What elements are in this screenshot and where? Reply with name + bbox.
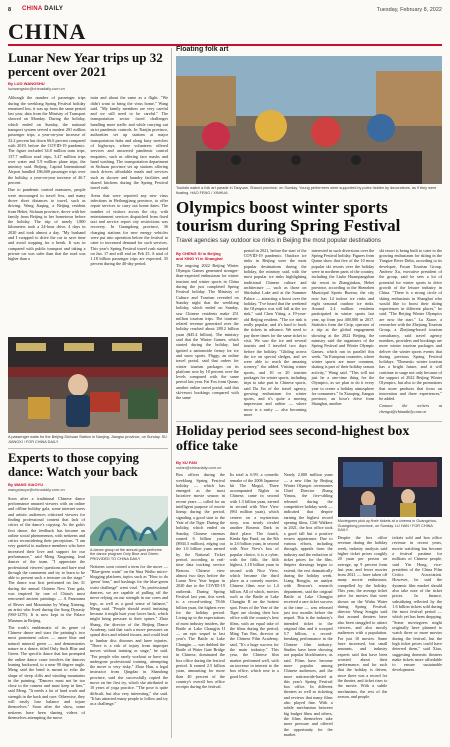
olympics-byline-2: and XING YI in Shanghai [176, 255, 223, 261]
section-title: CHINA [8, 19, 87, 44]
experts-col3: Netizens soon coined a term for the move — "Blue-green waist" on the Sina Weibo micro-blogging platform, topics such as "How to do 'green' lean," and hashtags for the blue-green waist challenge" went viral. "As professional dancers, we are capable of pulling off the move relying on our strength in our cores and legs, as well as a good sense of balance," Meng said. "People should avoid imitating because it might hurt your lower back, which might bring pressure to their spines." Zhao Shang, the director of the Beijing Dance Academy, said that such a move pressures on spinal discs and related tissues, and could lead to lumbar disc diseases and knee injuries. "There is a risk of injury from improper moves without training or stage," he said. "For people who rarely workout or have not undergone professional training, attempting the move is very risky." Zhao Han, a legal instructor from Qingdao in Shandong province, said she successfully copied the move on her first try, which she attributed to 10 years of yoga practice. "The pose is quite difficult, but also very interesting," she said. "It has attracted many people to follow and try as a challenge." [90, 563, 168, 707]
olympics-col3: interested in such diversions over the Spring Festival holiday. Figures from Qunar show that five of the 10 most popular ski resorts over the holiday were in northern parts of the country, including the Liuhe Huanqiangshan ski resort in Zhangjiakou, Hebei province, according to the Shenzhen Municipal Sports Bureau, the city now has 14 indoor ice rinks and eight seasonal outdoor ice rinks. Around 2.4 million residents participated in winter sports last year, up from just 400,000 in 2017. Statistics from the Ctrip, operator of a trip at the global engagement showing at the 2022 Beijing, the ministry said the organizers of the Spring Festival and Winter Olympic Games, which ran in parallel this week. "In European countries, where winter sports are more common, skating is part of their holiday season activity," Wang said. "This will not just be a one-time thing for the Olympics, as we plan to do it every year to create a holiday atmosphere for consumers." In Xiaoqing, Jiangsu province, an hour's drive from Shanghai, another [311, 247, 375, 407]
boxoffice-body [176, 472, 333, 737]
experts-byline-email: wangxiaoyu@chinadaily.com.cn [8, 486, 65, 492]
boxoffice-col3: Nearly 2,000 million yuan — a new film by Beijing Winter Olympic ceremonies Chief Director Zhang Yimou, the five-sibling released during the competitive holiday week — indicated that despite earning the highest record opening films, Cliff Walkers in 2021, the box office took a good fall but a positive review appearance. Due to various efforts, including through, appeals from the industry and the reduction of ticket prices for the film, Snipers drawings began to extend, the rest dramatically during the holiday week. Liang Rongjia, an analyst with Beacon's research department, said the original Battle at Lake Changjin received a rare ticket success at the time — was released just two months before the sequel. This is the industry's intended ticket to the original film and it scooped 5.7 billion, a record-breaking performance in the Chinese film industry. Studies have been showing not popular blockbusters, as said. Films have become more popular among Chinese audiences, and the more nationwide-based at this year's Spring Festival box office. In different theaters as well as ticketing and reviews that many films also played fine. With a subtle mechanism between big budget films and others, the films themselves take more pressure and offered the opportunity for the market. [283, 472, 333, 737]
movie-photo-caption: Moviegoers pick up their tickets at a cinema in Guangzhou, Guangdong province, on Sunday. LU HAN / FOR CHINA DAILY [337, 519, 437, 533]
story-divider-right [176, 421, 442, 422]
boxoffice-byline [176, 460, 333, 470]
experts-col2: The work's emblematic of its genre of Chinese dance and stars the painting's two most prominent colors — azure blue and natural mineral green — and demonstrates nature in a dance, titled Only Such Blue and Green. The specific dance that has prompted the online dance craze involves the dancers leaning backward, to a near 90 degree angle. Meng said the bend is meant to echo the shape of steep cliffs and winding mountains in the painting. "Dancers must not be too close to the camera and must keep in line," said Meng. "It needs a lot of hard work and strength in the back and core. Otherwise, they will easily lose balance and injure themselves." Soon after the show, some netizens have been sharing videos of themselves attempting the move. [8, 624, 85, 720]
train-photo-image [8, 337, 168, 433]
lunar-col3: train and about the same as a flight. "We didn't want to bring the virus home," Wang said. "My family members are very careful and we still need to be careful." The transportation sector faced challenges handling more traffic and while carrying out strict pandemic controls. In Tianjin province, authorities set up stations at major transportation hubs and along busy stretches of highways, where volunteers offered services and answered pandemic control enquiries, such as offering face masks and hand washing. The transportation department in Sichuan province set up stations offering truck drivers affordable meals and services such as shower and laundry facilities and shared kitchens during the Spring Festival travel rush. [90, 95, 168, 191]
issue-date: Tuesday, February 8, 2022 [376, 7, 442, 13]
boxoffice-byline-email: xufan@chinadaily.com.cn [176, 465, 222, 471]
experts-body [8, 496, 168, 728]
story-divider [8, 448, 168, 449]
olympics-contact: Contact the writers at chengsi@chinadaily.com.cn [379, 403, 442, 414]
experts-headline: Experts to those copying dance: Watch your back [8, 451, 139, 479]
lunar-body [8, 95, 168, 333]
newspaper-logo [22, 6, 63, 12]
boxoffice-layout [176, 457, 442, 737]
dance-photo-image [90, 496, 168, 546]
train-photo [8, 337, 168, 433]
olympics-col2: period in 2021, before the start of the COVID-19 pandemic. Outdoor ice rinks in Beijing were the most popular destinations during the holiday, the ministry said, with the most popular ice rinks highlighting traditional Chinese culture and architecture — such as those on Shichahai Lake and at the Summer Palace — attracting a boost over the holiday. "I've heard that the weekend the Olympics was still full at the ice rink," said Chen Yiting, a 19-year-old Beijing resident. "The ice rink is really popular, and it's hard to book the tickets in advance. We need to pay three times for the same ticket to visit. We saw the ice and several tourists and I traveled two days before the holiday. "Gliding across the ice on special sledges, and we were able to reach the amazing scenery," she added. Visiting winter sports, and 10 or 20 tourism packages for winter sports, including trips to take part in Chinese sports, said Du Jin of the travel agency, growing enthusiasm for winter sports, and it's quite a moving impression and online — where snow is a rarity — also becoming more [243, 247, 307, 418]
masthead [8, 6, 442, 18]
dance-photo [90, 496, 168, 546]
left-column [8, 48, 168, 728]
experts-byline-name: By WANG XIAOYU [8, 481, 44, 487]
lunar-col4: Areas that were reported any new virus infections in Heilongjiang province, to offer repair services to carry out home dates. The number of visitors across the city, with entertainment services dispatched from fixed taxi and service report city restrictions was recovery. In Guangdong province, 36 charging stations for new energy vehicles were put into operation before the festival to cater to increased demand for such services. This year's Spring Festival travel rush started on Jan. 17 and will end on Feb 25. A total of 1.18 billion passenger trips are expected, 35 percent during the 40-day period. [90, 192, 168, 267]
lunar-byline [8, 81, 168, 91]
boxoffice-byline-name: By XU FAN [176, 460, 197, 466]
boxoffice-col1: Box offices during the weeklong Spring Festival holiday — which has emerged as the most lucrative movie season in recent years — called for an intelligent purpose of movie lineup during the period, signaling a good start to the Year of the Tiger. During the holiday, which ended on Sunday, Chinese cinemas earned 6 billion yuan ($944.3 million), edging out the 1.6 billion yuan earned by the National Ticket period, according to real-time data tracking service Beacon. Chinese view almost two days before the Lunar New Year began in 2020 due to the COVID-19 outbreak. During Spring Festival last year, this week is a record-setting 78.66 billion yuan, the highest ever for the holiday period. Living up to the expectations of most industry insiders, the Battle at Lake Changjin II — an epic sequel to last year's The Battle at Lake Changjin — was dubbed the Battle of Water Gate Bridge in Chinese, dominated the box office during the festival period. It earned 2.5 billion yuan, amounting for more than 40 percent of the country's overall box office receipts during the festival. [176, 472, 225, 690]
floating-photo [176, 56, 442, 184]
experts-byline [8, 482, 168, 492]
logo-suffix: DAILY [44, 6, 64, 12]
boxoffice-right-col2: tickets sold and box office revenue in recent years, movie watching has become a festival pastime for millions of Chinese people, said Yin Hong, vice-president of the China Film Critics Association. However, he said the dynamic film market should also take note of the ticket prices. In finance, subsidizing reflected by the 1.6 billion tickets sold during the most festival period — which yet has been dropping. "Some moviegoers might originally have planned to watch three or more movies during the festival, but the high ticket prices could have deterred them," said Xiao, suggesting domestic theaters make tickets more affordable to ensure sustainable development. [392, 535, 442, 673]
page-number: 8 [8, 7, 12, 13]
lunar-col1: Although the number of passenger trips during the weeklong Spring Festival holiday remained low, it was up from the same period last year, data from the Ministry of Transport showed on Monday. During the holiday, which ended on Sunday, the national transport system served a modest 201 million passenger trips, a year-on-year increase of 32.2 percent but down 66.6 percent compared with 2019, before the COVID-19 pandemic. The figure included 34.8 million train trips, 137.7 million road trips, 3.47 million trips over water and 5.9 million plane trips, the ministry said. Beijing, Capital International Airport handled 186,600 passenger trips over the holiday, a year-on-year increase of 46.7 percent. [8, 95, 86, 186]
olympics-body [176, 248, 442, 418]
boxoffice-left [176, 457, 333, 737]
lunar-byline-email: luowangshu@chinadaily.com.cn [8, 86, 65, 92]
floating-photo-image [176, 56, 442, 184]
boxoffice-col2: Its total is 6.99, a comedic remake of the 2006 Japanese hit The Mogul, Three accompanied Nights in Chinese, came in second with 1.3 billion yuan, earned in second with Nice View (961 million yuan), which centers on a mysterious story, was nearly rivaled another Rosenic Dark in third place. The fourth, Kinda Spo Fund, on the 8th to 2.6 billion yuan, in second with Nice View's box of popular choice, it is a cyber, with the fifth, the fifth highest, 1.18 billion yuan in second with Nice View, which became the third place as a comedy movies. Chinese films rose to 1.4 billion. All of which, movies such as the Battle at Lake Changjin II on the hottest spot. Fears of the Year of the Tiger are closing their box office with the country's best films, with an equal take of the films during the period, Ming Tan Fan, director at the Chinese Film Academy, said, "It's a huge success for the main industry." This year, the Chinese film market performed well, with an increase in interest to the box office, which rose to a good level. [229, 472, 279, 679]
olympics-byline-1: By CHENG SI in Beijing [176, 250, 221, 256]
logo-prefix: CHINA [22, 6, 43, 12]
olympics-subhead: Travel agencies say outdoor ice rinks in Beijing the most popular destinations [176, 237, 381, 244]
movie-photo [338, 457, 442, 517]
boxoffice-headline: Holiday period sees second-highest box office take [176, 423, 410, 454]
lunar-byline-name: By LUO WANGSHU [8, 81, 45, 87]
olympics-col4: ski resort is being built to cater to the growing enthusiasm for skiing in the Yangtze River Delta, according to its developer, Fosun Tourism Group. Andrew Xu, executive president of the group, said he sees a lot of potential for winter sports to drive growth of the leisure industry in China. "There is a strong circle of skiing enthusiasts in Shanghai who would like to boost their skiing experiences in different places," he said. "The Beijing Winter Olympics are now the start." Lu Xiaoe, a researcher with the Zhejiang Tourism Group, a Zhejiang-based tourism consultancy, said travel agency numbers, providers and bookings are more winter tourism packages and deliver the winter sports events that during previous Spring Festival holidays. "Domestic winter tourism has a bright future, and it will continue to surge not only because of the support of 2022 Beijing Winter Olympics, but also to the promotions that more products that focus on innovation and there experiences," he added. [379, 247, 442, 402]
boxoffice-right-col1: Despite the box office revenue during the holiday week, industry analysts said higher ticket prices roughly 20 yuan per person on average, up 9 percent from last year, and fewer movies from 2021 — have taken off many movie enthusiasts, compelled by the holiday. This year, the average ticket price for movies that were shown on the Wuhu Water during Spring Festival, director Wang Songjia said that around theaters have also been struggled to attract viewers, and also mostly audiences with a population. For just 10 movies. Some have increased, but small amounts, and industry experts said that have been worried about their performance, and for such that the holiday is driven, since there was a record for the theater, and ticket rises to the movie. With a subtle mechanism, the rest of the season, and people. [337, 535, 388, 699]
movie-photo-image [338, 457, 442, 517]
dance-photo-caption: A dance group at the annual gala performs the dance program Only Blue and Green. PROVIDED TO CHINA DAILY [90, 547, 162, 561]
train-photo-caption: A passenger waits for the Beijing-Sichuan Station in Nanjing, Jiangsu province, on Sunday. SU JIANGXI / FOR CHINA DAILY [8, 435, 167, 444]
olympics-col1: The ongoing 2022 Beijing Winter Olympic Games generated stronger-than-expected enthusiasm for winter tourism and winter sports in China during the just completed Spring Festival holiday. The Ministry of Culture and Tourism revealed on Sunday night that the weeklong holiday, which ended on Sunday, saw Chinese residents make 251 million tourism trips. The tourism-related revenue generated over the holiday reached about 289.2 billion yuan ($45.4 billion). The ministry said that the Winter Games, which started during the holiday, had ignited a nationwide frenzy for ice and snow sports. Fliggy, an online travel portal, said that orders for winter tourism packages on its platform rose by 10 percent over the levels compared with the same period last year. Fat Fox from Qunar, another online travel portal, said that ski-resort bookings compared with the same [176, 262, 239, 401]
boxoffice-right [337, 457, 442, 699]
column-divider [171, 48, 172, 738]
right-column [176, 46, 442, 737]
lunar-col2: Due to pandemic control measures, people were encouraged to travel less, and many drove short distances to travel, such as driving. Wang Jiaqing, a Beijing resident from Hebei, Sichuan province, drove with her family from Beijing to her hometown before the holiday. The trip of nearly 1,800 kilometers took a 24-hour drive, 4 days in 2020 and took almost a day. "My husband and I swapped to drive the car to save time and avoid stopping for a break. It was in compared with public transport and taking a private car was safer than that the road was higher than a [8, 187, 86, 262]
lunar-headline: Lunar New Year trips up 32 percent over 2021 [8, 50, 163, 79]
floating-caption: Tourists watch a folk art parade in Taoyuan, Shanxi province, on Sunday. Young performers were supported by poles hidden by decorations, as if they were floating. HAO FENG / XINHUA [176, 186, 437, 195]
olympics-byline [176, 251, 239, 261]
olympics-headline: Olympics boost winter sports tourism during Spring Festival [176, 198, 401, 236]
boxoffice-right-body [337, 535, 442, 699]
experts-col1: Soon after a traditional Chinese dance performance amazed viewers with an online and offline holiday gala, some internet users and artistic audiences criticized viewers for finding professional content that lack of critics of the dance's copying. As the gala's first dance, the feedback has become an online social phenomenon, with netizens and critics reconsidering their perceptions. "I am very grateful to audience members who have increased their love and support for our performance," said Meng Xingming, lead dancer of the team. "I appreciate the professional viewers' questions and have read through the comments and try to learn to be able to present such a treasure on the stage." The dance was first performed on Jan 31 during the annual Chinese New Year gala, was inspired by one of China's most renowned ancient paintings — A Panorama of Rivers and Mountains by Wang Ximeng, an artist who lived during the Song Dynasty (960-1279). It is now kept in the Palace Museum in Beijing. [8, 495, 85, 623]
floating-title: Floating folk art [176, 46, 229, 53]
